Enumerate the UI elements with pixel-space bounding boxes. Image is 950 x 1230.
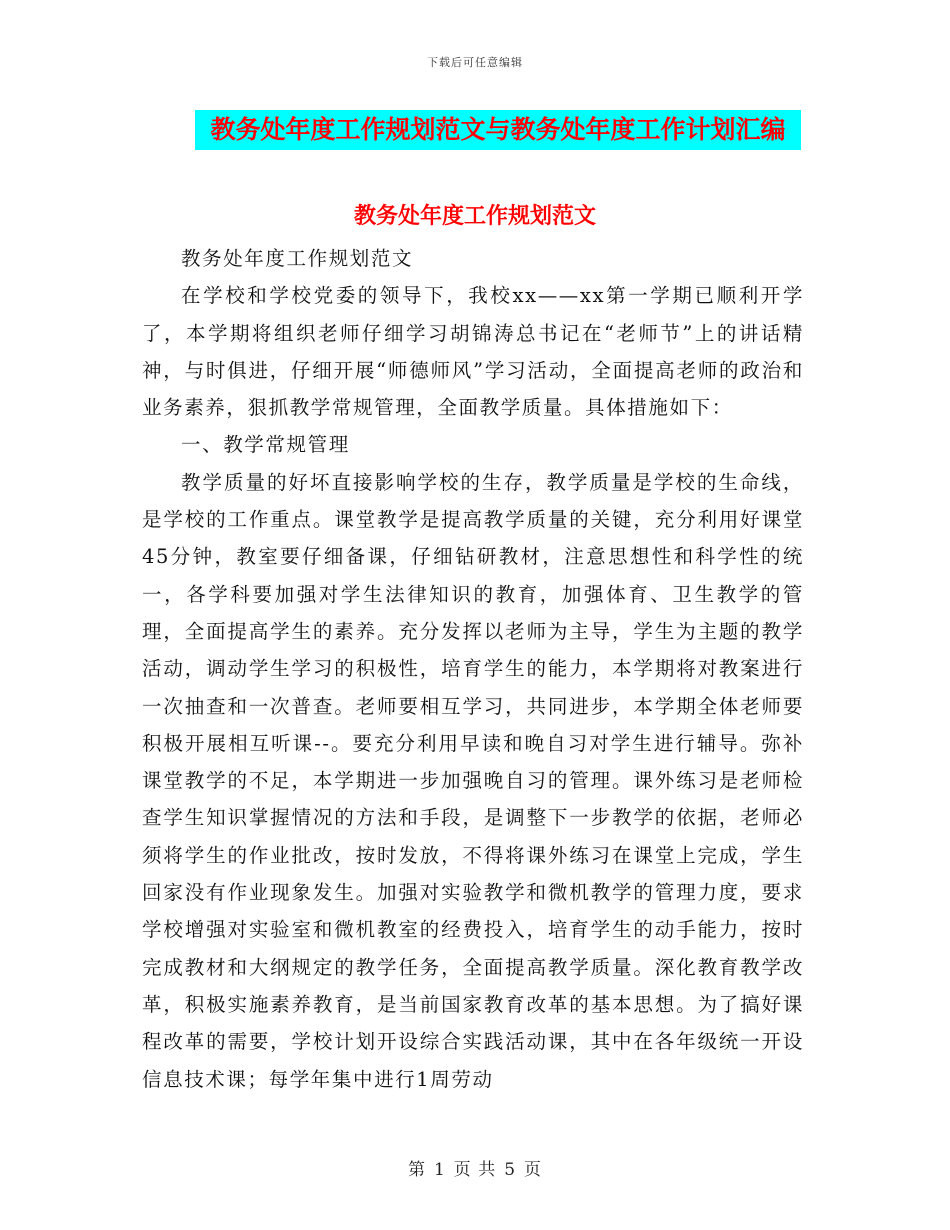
document-main-title: 教务处年度工作规划范文与教务处年度工作计划汇编: [195, 110, 801, 150]
body-paragraph-heading: 教务处年度工作规划范文: [181, 247, 414, 270]
footer-total-pages: 5: [504, 1160, 517, 1180]
section-title: 教务处年度工作规划范文: [353, 204, 596, 229]
body-paragraph-intro: 在学校和学校党委的领导下，我校xx——xx第一学期已顺利开学了，本学期将组织老师仔细学习胡锦涛总书记在“老师节”上的讲话精神，与时俱进，仔细开展“师德师风”学习活动，全面提高老师的政治和业务素养，狠抓教学常规管理，全面教学质量。具体措施如下：: [142, 284, 804, 420]
body-paragraph-teaching: 教学质量的好坏直接影响学校的生存，教学质量是学校的生命线，是学校的工作重点。课堂教学是提高教学质量的关键，充分利用好课堂45分钟，教室要仔细备课，仔细钻研教材，注意思想性和科学性的统一，各学科要加强对学生法律知识的教育，加强体育、卫生教学的管理，全面提高学生的素养。充分发挥以老师为主导，学生为主题的教学活动，调动学生学习的积极性，培育学生的能力，本学期将对教案进行一次抽查和一次普查。老师要相互学习，共同进步，本学期全体老师要积极开展相互听课--。要充分利用早读和晚自习对学生进行辅导。弥补课堂教学的不足，本学期进一步加强晚自习的管理。课外练习是老师检查学生知识掌握情况的方法和手段，是调整下一步教学的依据，老师必须将学生的作业批改，按时发放，不得将课外练习在课堂上完成，学生回家没有作业现象发生。加强对实验教学和微机教学的管理力度，要求学校增强对实验室和微机教室的经费投入，培育学生的动手能力，按时完成教材和大纲规定的教学任务，全面提高教学质量。深化教育教学改革，积极实施素养教育，是当前国家教育改革的基本思想。为了搞好课程改革的需要，学校计划开设综合实践活动课，其中在各年级统一开设信息技术课；每学年集中进行1周劳动: [142, 470, 804, 1091]
document-body: [142, 220, 804, 1098]
footer-suffix: 页: [524, 1160, 543, 1180]
page-footer: [0, 1155, 950, 1180]
footer-prefix: 第: [407, 1160, 426, 1180]
footer-page-number: 1: [433, 1160, 446, 1180]
body-paragraph-section-heading: 一、教学常规管理: [181, 433, 350, 457]
page-header-note: 下载后可任意编辑: [427, 56, 523, 69]
footer-middle: 页 共: [453, 1160, 497, 1180]
